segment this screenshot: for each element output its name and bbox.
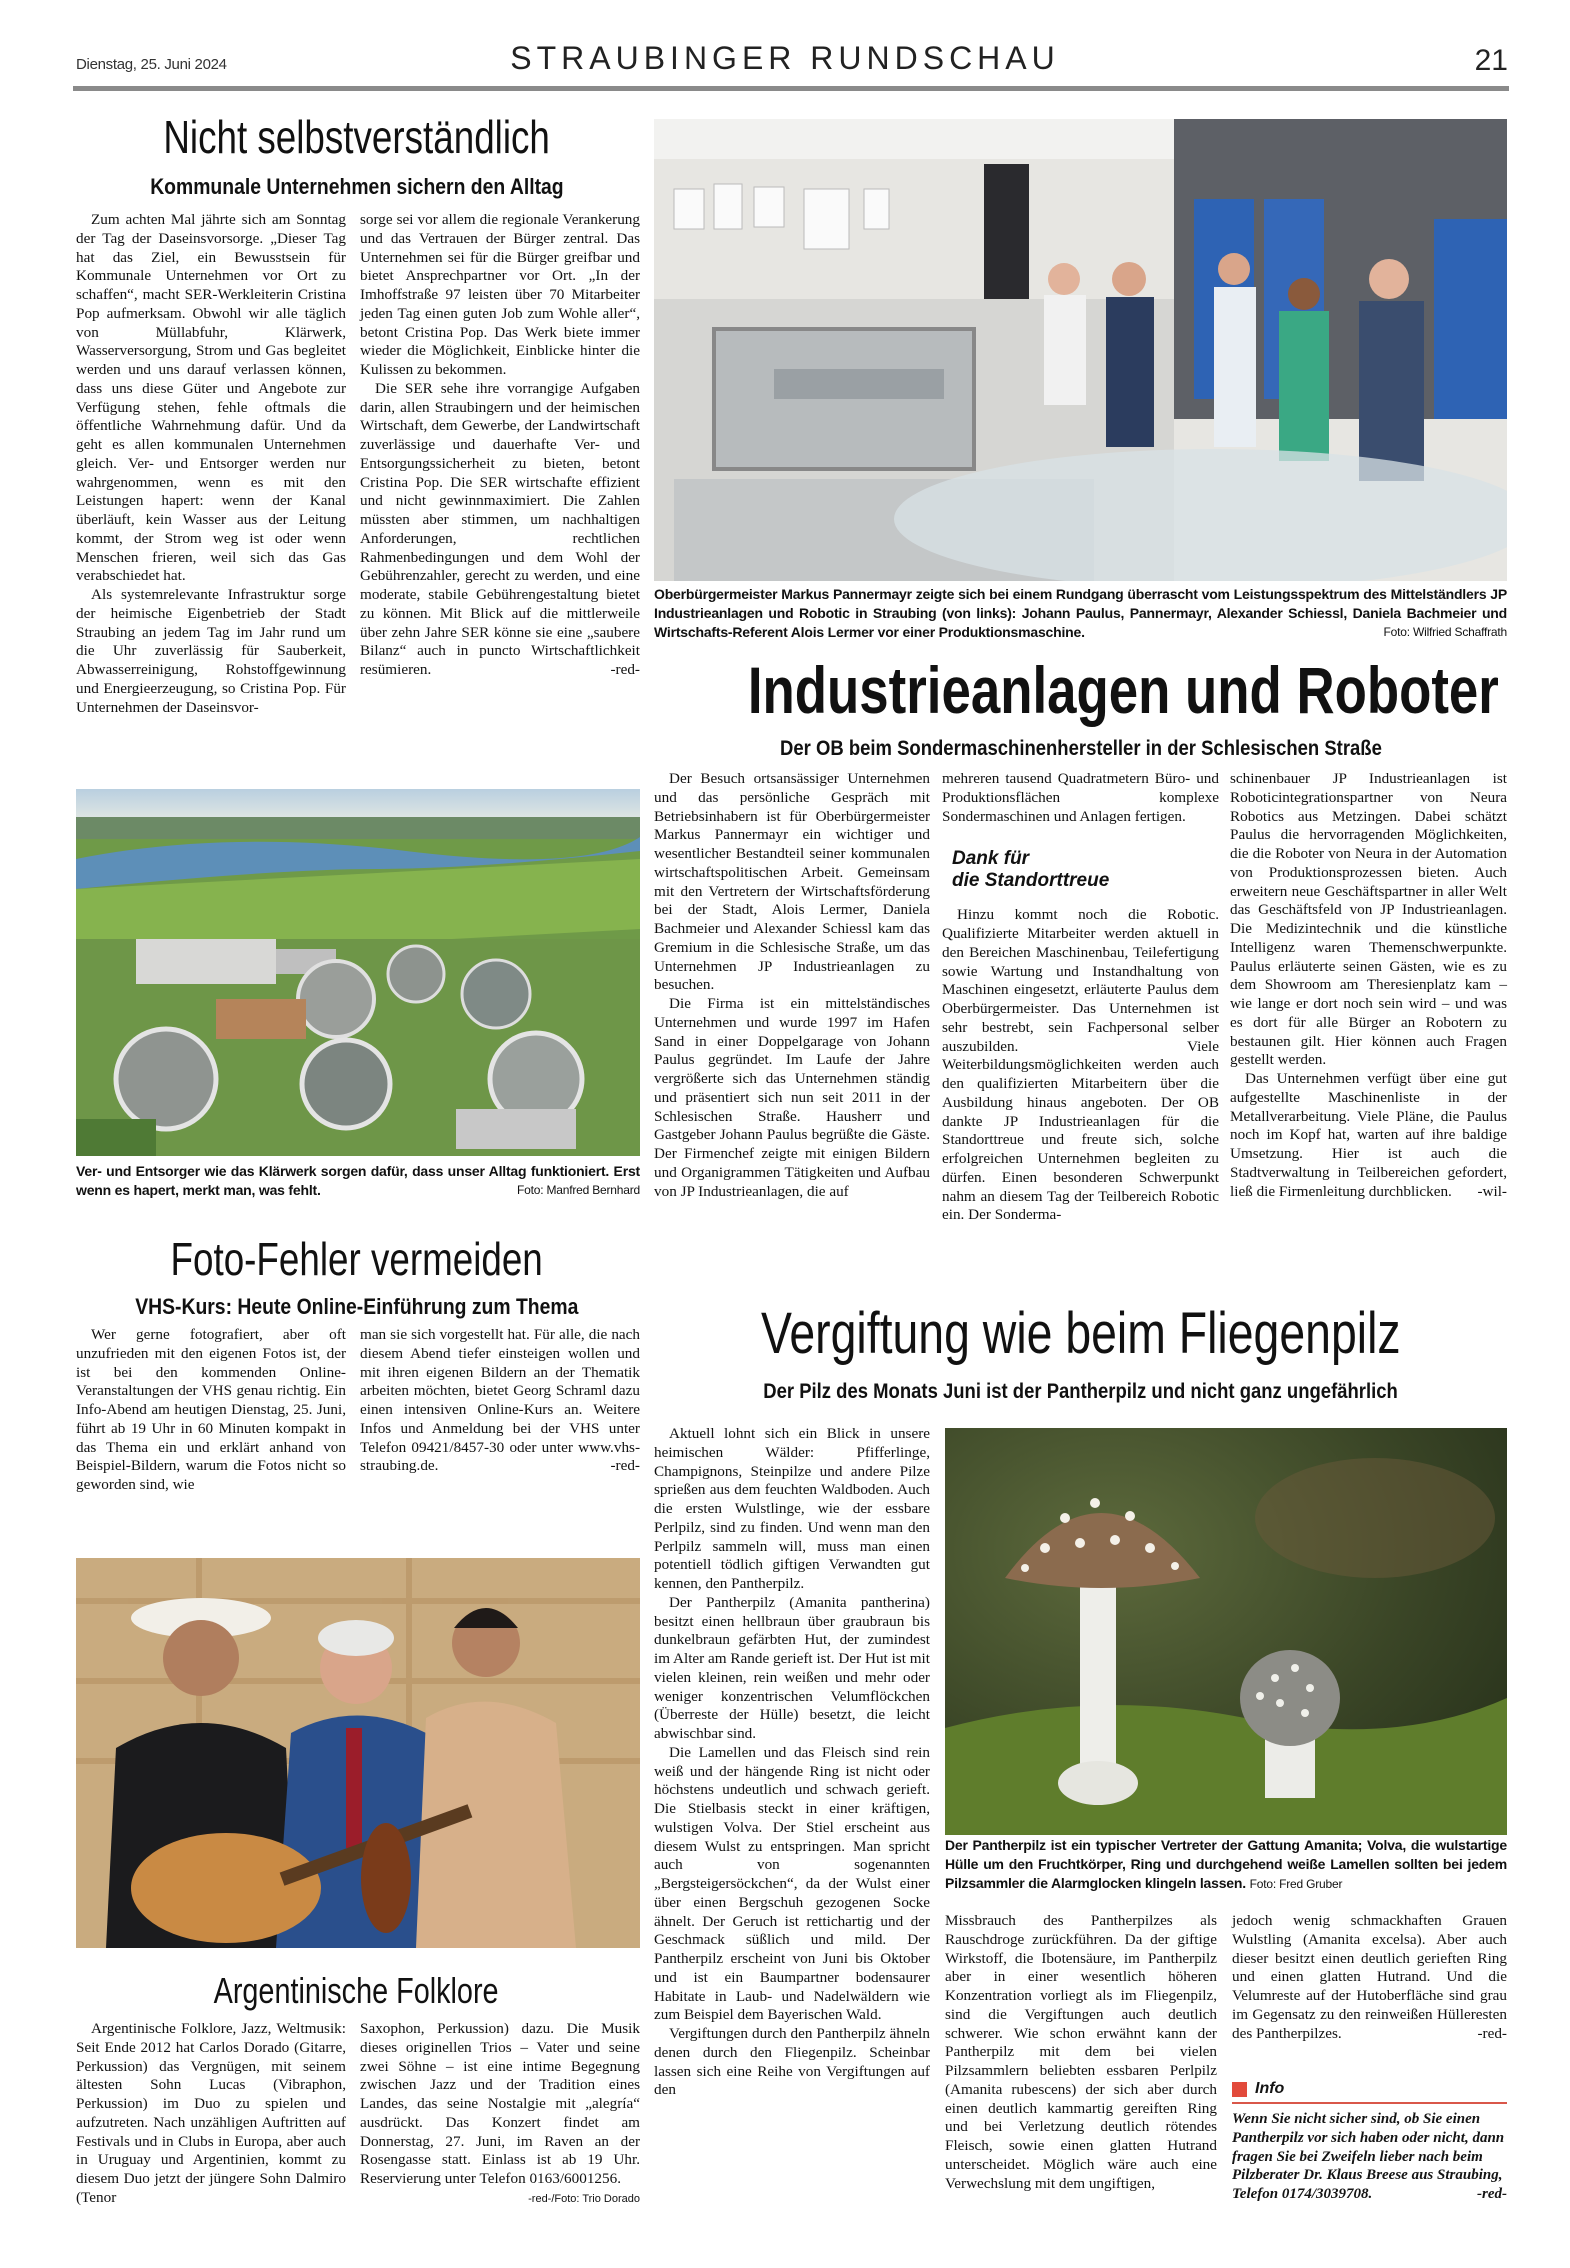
issue-date: Dienstag, 25. Juni 2024 [76,56,227,73]
article-mushroom-col-3 [1232,1912,1507,2043]
article-ser-col-1 [76,211,346,717]
info-box-header: Info [1232,2080,1507,2104]
article-folklore-col-2 [360,2020,640,2205]
article-ser-col-2 [360,211,640,680]
headline-vhs: Foto-Fehler vermeiden [170,1233,543,1285]
photo-caption-factory-visit: Oberbürgermeister Markus Pannermayr zeigte sich bei einem Rundgang überrascht vom Leistungsspektrum des Mittelständlers JP Industrieanlagen und Robotic in Straubing (von links): Johann Paulus, Pannermayr, Alexander Schiessl, Daniela Bachmeier und Wirtschafts-Referent Alois Lermer vor einer Produktionsmaschine. Foto: Wilfried Schaffrath [654,586,1507,640]
subhead-robot: Der OB beim Sondermaschinenhersteller in der Schlesischen Straße [779,737,1382,760]
article-robot-col-1 [654,770,930,1201]
paragraph: Der Pantherpilz (Amanita pantherina) besitzt einen hellbraun über graubraun bis dunkelbraun gefärbten Hut, der zumindest im Alter am Rande gerieft ist. Der Hut ist mit vielen kleinen, rein weißen und mehr oder weniger konzentrischen Velumflöckchen (Überreste der Hülle) besetzt, die leicht abwischbar sind. [654,1593,930,1742]
masthead: STRAUBINGER RUNDSCHAU [510,40,1060,76]
paragraph: Argentinische Folklore, Jazz, Weltmusik: Seit Ende 2012 hat Carlos Dorado (Gitarre, Perkussion) das Vergnügen, mit seinem ältesten Sohn Lucas (Vibraphon, Perkussion) im Duo zu spielen und aufzutreten. Nach unzähligen Auftritten auf Festivals und in Clubs in Europa, aber auch in Uruguay und Argentinien, kommt zu diesem Duo jetzt der jüngere Sohn Dalmiro (Tenor [76,2020,346,2206]
photo-credit: Foto: Wilfried Schaffrath [1383,625,1507,639]
paragraph: Aktuell lohnt sich ein Blick in unsere heimischen Wälder: Pfifferlinge, Champignons, Steinpilze und andere Pilze sprießen aus dem feuchten Waldboden. Auch die ersten Wulstlinge, wie der essbare Perlpilz, sind zu finden. Und wenn man den Perlpilz sammeln will, muss man einen potentiell tödlich giftigen Verwandten gut kennen, den Pantherpilz. [654,1425,930,1592]
header-rule [73,86,1509,91]
author-signature: -red- [1477,2024,1507,2042]
paragraph: Hinzu kommt noch die Robotic. Qualifizierte Mitarbeiter werden aktuell in den Bereichen Maschinenbau, Teilefertigung sowie Wartung und Instandhaltung von Maschinen eingesetzt, erläuterte Paulus dem Oberbürgermeister. Das Unternehmen ist sehr bestrebt, sein Fachpersonal selber auszubilden. Viele Weiterbildungsmöglichkeiten werden auch den qualifizierten Mitarbeitern über die Ausbildung hinaus angeboten. Der OB dankte JP Industrieanlagen für die Standorttreue und freute sich, solche erfolgreichen Unternehmen begleiten zu dürfen. Einen besonderen Schwerpunkt nahm an diesem Tag der Teilbereich Robotic ein. Der Sonderma- [942,906,1219,1224]
info-square-icon [1232,2082,1247,2097]
photo-trio-dorado [76,1558,640,1948]
author-signature: -red- [610,661,640,678]
paragraph: Die SER sehe ihre vorrangige Aufgaben darin, allen Straubingern und der heimischen Wirtschaft, dem Gewerbe, der Landwirtschaft zuverlässige und dauerhafte Ver- und Entsorgungssicherheit zu bieten, betont Cristina Pop. Die SER wirtschafte effizient und nicht gewinnmaximiert. Die Zahlen müssten aber stimmen, um nachhaltigen Anforderungen, rechtlichen Rahmenbedingungen und dem Wohl der Gebührenzahler, gerecht zu werden, und eine moderate, stabile Gebührengestaltung bietet zu können. Mit Blick auf die mittlerweile über zehn Jahre SER könne sie eine „saubere Bilanz“ auch in puncto Wirtschaftlichkeit resümieren. -red- [360,379,640,678]
subhead-ser: Kommunale Unternehmen sichern den Alltag [149,174,564,199]
headline-mushroom: Vergiftung wie beim Fliegenpilz [760,1301,1401,1366]
paragraph: Der Besuch ortsansässiger Unternehmen und das persönliche Gespräch mit Betriebsinhabern ist für Oberbürgermeister Markus Pannermayr ein wichtiger und wesentlicher Bestandteil seiner kommunalen wirtschaftspolitischen Arbeit. Gemeinsam mit den Vertretern der Wirtschaftsförderung bei der Stadt, Alois Lermer, Daniela Bachmeier und Alexander Schiessl kam das Gremium in die Schlesische Straße, um das Unternehmen JP Industrieanlagen zu besuchen. [654,770,930,994]
subhead-vhs: VHS-Kurs: Heute Online-Einführung zum Thema [134,1294,579,1319]
article-vhs-col-2 [360,1326,640,1476]
headline-ser: Nicht selbstverständlich [163,111,550,163]
paragraph: Zum achten Mal jährte sich am Sonntag der Tag der Daseinsvorsorge. „Dieser Tag hat das Ziel, ein Bewusstsein für Kommunale Unternehmen vor Ort zu schaffen“, macht SER-Werkleiterin Cristina Pop aufmerksam. Obwohl wir alle täglich von Müllabfuhr, Klärwerk, Wasserversorgung, Strom und Gas begleitet werden und uns darauf verlassen können, dass uns diese Güter und Angebote zur Verfügung stehen, fehle oftmals die öffentliche Wahrnehmung dafür. Und da geht es allen kommunalen Unternehmen gleich. Ver- und Entsorger werden nur wahrgenommen, wenn es mit den Leistungen hapert: wenn der Kanal überläuft, kein Wasser aus der Leitung kommt, der Strom weg ist oder wenn Menschen frieren, weil sich das Gas verabschiedet hat. [76,211,346,585]
intertitle: Dank für die Standorttreue [952,848,1110,892]
paragraph: man sie sich vorgestellt hat. Für alle, die nach diesem Abend tiefer einsteigen wollen und mit ihren eigenen Bildern an der Thematik arbeiten möchten, bietet Georg Schraml dazu einen intensiven Online-Kurs an. Weitere Infos und Anmeldung bei der VHS unter Telefon 09421/8457-30 oder unter www.vhs-straubing.de. -red- [360,1326,640,1475]
paragraph: Als systemrelevante Infrastruktur sorge der heimische Eigenbetrieb der Stadt Straubing an jedem Tag im Jahr rund um die Uhr zuverlässig für Sauberkeit, Abwasserreinigung, Rohstoffgewinnung und Energieerzeugung, so Cristina Pop. Für Unternehmen der Daseinsvor- [76,586,346,716]
author-signature: -red-/Foto: Trio Dorado [528,2192,640,2205]
headline-folklore: Argentinische Folklore [214,1970,499,2011]
paragraph: Die Firma ist ein mittelständisches Unternehmen und wurde 1997 im Hafen Sand in einer Doppelgarage von Johann Paulus gegründet. Im Laufe der Jahre vergrößerte sich das Unternehmen ständig und präsentiert sich nun seit 2011 in der Schlesischen Straße. Hausherr und Gastgeber Johann Paulus begrüßte die Gäste. Der Firmenchef zeigte mit einigen Bildern und Organigrammen Tätigkeiten und Aufbau von JP Industrieanlagen, die auf [654,995,930,1200]
paragraph: Wer gerne fotografiert, aber oft unzufrieden mit den eigenen Fotos ist, der ist bei den kommenden Online-Veranstaltungen der VHS genau richtig. Ein Info-Abend am heutigen Dienstag, 25. Juni, führt ab 19 Uhr in 60 Minuten kompakt in das Thema ein und erklärt anhand von Beispiel-Bildern, warum die Fotos nicht so geworden sind, wie [76,1326,346,1493]
photo-panther-mushroom [945,1428,1507,1835]
subhead-mushroom: Der Pilz des Monats Juni ist der Pantherpilz und nicht ganz ungefährlich [763,1380,1398,1403]
info-box [1232,2080,1507,2204]
photo-credit: Foto: Fred Gruber [1249,1877,1343,1891]
photo-caption-sewage-plant: Ver- und Entsorger wie das Klärwerk sorgen dafür, dass unser Alltag funktioniert. Erst wenn es hapert, merkt man, was fehlt. Foto: Manfred Bernhard [76,1163,640,1198]
paragraph: jedoch wenig schmackhaften Grauen Wulstling (Amanita excelsa). Aber auch dieser besitzt einen deutlich gerieften Ring und einen glatten Hutrand. Und die Velumreste auf der Hutoberfläche sind grau im Gegensatz zu den reinweißen Hülleresten des Pantherpilzes. -red- [1232,1912,1507,2042]
article-mushroom-col-1 [654,1425,930,2100]
article-vhs-col-1 [76,1326,346,1495]
author-signature: -red- [610,1457,640,1475]
article-mushroom-col-2 [945,1912,1217,2193]
photo-sewage-plant [76,789,640,1156]
paragraph: Das Unternehmen verfügt über eine gut aufgestellte Maschinenliste in der Metallverarbeitung. Viele Pläne, die Paulus noch im Kopf hat, warten auf ihre baldige Umsetzung. Hier ist auch die Stadtverwaltung in Teilbereichen gefordert, ließ die Firmenleitung durchblicken. -wil- [1230,1070,1507,1200]
article-robot-col-2 [942,770,1219,1225]
paragraph: Vergiftungen durch den Pantherpilz ähneln denen durch den Fliegenpilz. Scheinbar lassen sich eine Reihe von Vergiftungen auf den [654,2025,930,2099]
paragraph: Saxophon, Perkussion) dazu. Die Musik dieses originellen Trios – Vater und seine zwei Söhne – ist eine intime Begegnung zwischen Jazz und der Tradition eines Landes, das seine Nostalgie mit „alegría“ ausdrückt. Das Konzert findet am Donnerstag, 27. Juni, im Raven an der Rosengasse statt. Einlass ist ab 19 Uhr. Reservierung unter Telefon 0163/6001256. -red-/Foto: Trio Dorado [360,2020,640,2205]
info-box-text: Wenn Sie nicht sicher sind, ob Sie einen Pantherpilz vor sich haben oder nicht, dann fragen Sie bei Zweifeln lieber nach beim Pilzberater Dr. Klaus Breese aus Straubing, Telefon 0174/3039708. -red- [1232,2111,1507,2202]
author-signature: -wil- [1477,1182,1507,1200]
paragraph: mehreren tausend Quadratmetern Büro- und Produktionsflächen komplexe Sondermaschinen und Anlagen fertigen. [942,770,1219,825]
paragraph: sorge sei vor allem die regionale Verankerung und das Vertrauen der Bürger zentral. Das Unternehmen sei für die Bürger greifbar und bietet Ansprechpartner vor Ort. „In der Imhoffstraße 97 leisten über 70 Mitarbeiter jeden Tag einen guten Job zum Wohle aller“, betont Cristina Pop. Das Werk biete immer wieder die Möglichkeit, Einblicke hinter die Kulissen zu bekommen. [360,211,640,378]
headline-robot: Industrieanlagen und Roboter [747,653,1499,727]
article-robot-col-3 [1230,770,1507,1201]
paragraph: Die Lamellen und das Fleisch sind rein weiß und der hängende Ring ist nicht oder höchstens undeutlich und schwach gerieft. Die Stielbasis steckt in einer kräftigen, wulstigen Volva. Der Stiel erscheint aus diesem Wulst zu entspringen. Man spricht auch von sogenannten „Bergsteigersöckchen“, da der Wulst einer über einen Bergschuh gezogenen Socke ähnelt. Der Geruch ist rettichartig und der Geschmack süßlich und mild. Der Pantherpilz erscheint von Juni bis Oktober und ist ein Baumpartner bodensaurer Habitate in Laub- und Nadelwäldern wie zum Beispiel dem Bayerischen Wald. [654,1743,930,2024]
paragraph: Missbrauch des Pantherpilzes als Rauschdroge zurückführen. Da der giftige Wirkstoff, die Ibotensäure, im Pantherpilz aber in einer wesentlich höheren Konzentration vorliegt als im Fliegenpilz, sind die Vergiftungen auch deutlich schwerer. Wie schon erwähnt kann der Pantherpilz mit dem bei vielen Pilzsammlern beliebten essbaren Perlpilz (Amanita rubescens) der sich aber durch einen deutlich kammartig gereiften Ring und bei Verletzung deutlich rötendes Fleisch, sowie einen glatten Hutrand unterscheidet. Möglich wäre auch eine Verwechslung mit dem ungiftigen, [945,1912,1217,2192]
photo-factory-visit [654,119,1507,581]
photo-caption-panther-mushroom: Der Pantherpilz ist ein typischer Vertreter der Gattung Amanita; Volva, die wulstartige Hülle um den Fruchtkörper, Ring und durchgehend weiße Lamellen sollten bei jedem Pilzsammler die Alarmglocken klingeln lassen. Foto: Fred Gruber [945,1837,1507,1891]
photo-credit: Foto: Manfred Bernhard [516,1183,640,1197]
paragraph: schinenbauer JP Industrieanlagen ist Roboticintegrationspartner von Neura Robotics aus Metzingen. Dabei schätzt Paulus die hervorragenden Möglichkeiten, die die Roboter von Neura in der Automation von Produktionsprozessen bieten. Auch erweitern neue Geschäftspartner in aller Welt das Geschäftsfeld von JP Industrieanlagen. Die Medizintechnik und die künstliche Intelligenz waren Themenschwerpunkte. Paulus erläuterte seinen Gästen, wie es zu dem Showroom am Theresienplatz kam – wie lange er dort noch sein wird – und was es dort für alle Bürger an Robotern zu bestaunen gilt. Hier können auch Fragen gestellt werden. [1230,770,1507,1069]
article-folklore-col-1 [76,2020,346,2208]
page-number: 21 [1474,44,1508,77]
